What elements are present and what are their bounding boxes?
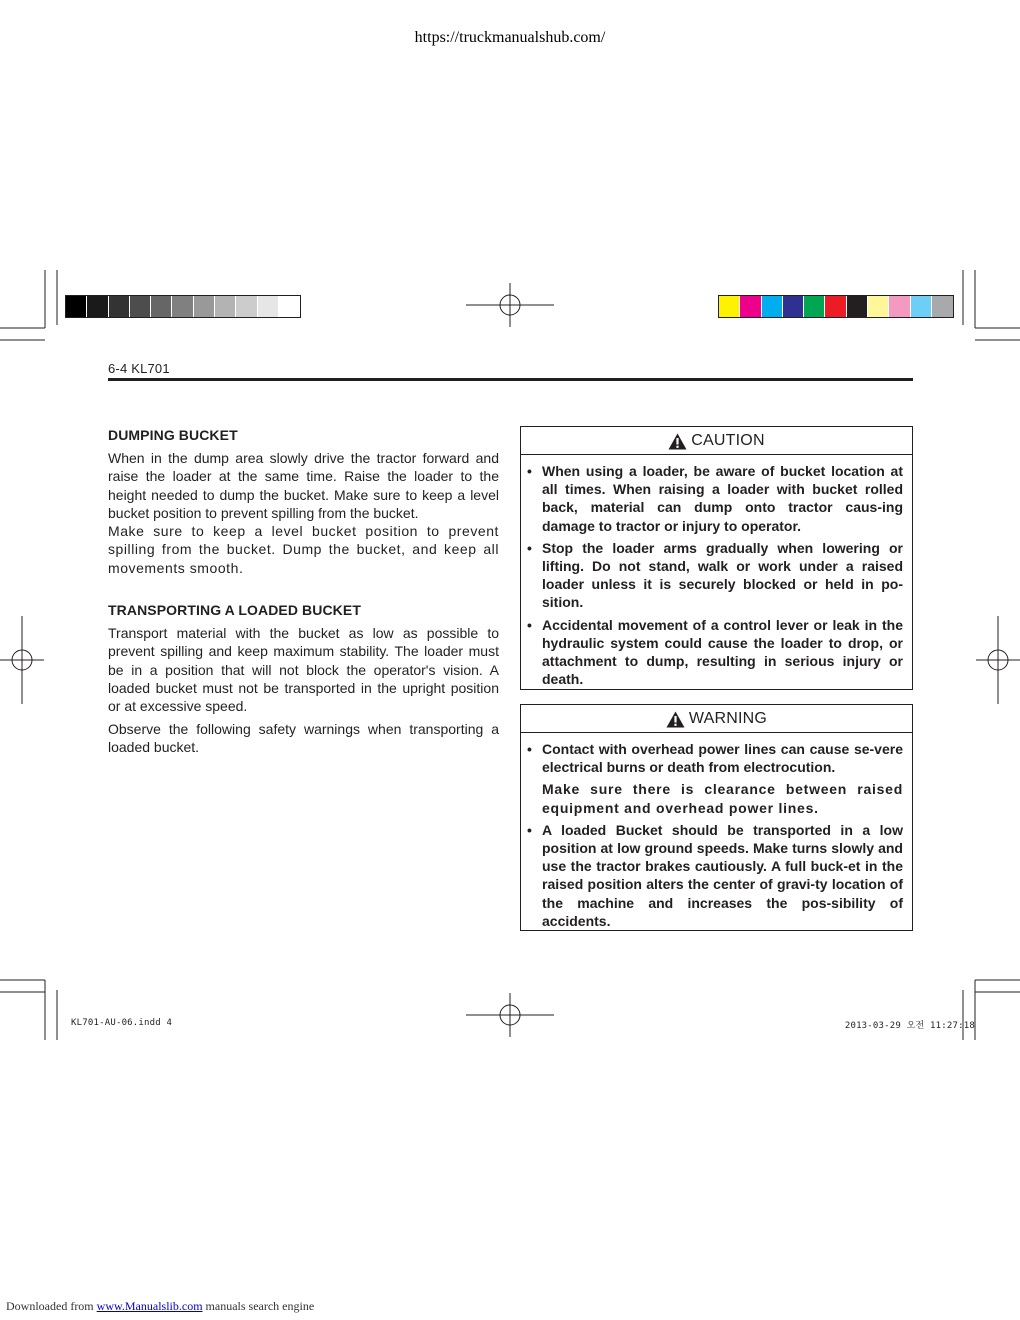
left-column: [108, 426, 499, 760]
caution-header: [521, 427, 912, 455]
caution-item: [527, 539, 903, 612]
color-swatch: [172, 296, 193, 317]
color-swatch: [868, 296, 889, 317]
warning-title: WARNING: [688, 709, 768, 727]
color-swatch: [911, 296, 932, 317]
warning-header: [521, 705, 912, 733]
color-swatch: [783, 296, 804, 317]
bullet: •: [527, 821, 532, 838]
color-swatch: [151, 296, 172, 317]
color-swatch: [109, 296, 130, 317]
warning-triangle-icon: [666, 711, 685, 728]
color-swatch: [847, 296, 868, 317]
color-swatch: [932, 296, 953, 317]
dumping-bucket-text-b: Make sure to keep a level bucket position to prevent spilling from the bucket. Dump the bucket, and keep all movements smooth.: [108, 523, 499, 576]
color-swatch: [889, 296, 910, 317]
color-swatch: [825, 296, 846, 317]
color-swatch: [719, 296, 740, 317]
caution-item-text: When using a loader, be aware of bucket location at all times. When raising a loader with bucket rolled back, material can dump onto tractor caus-ing damage to tractor or injury to operator.: [542, 463, 903, 534]
footer-suffix: manuals search engine: [205, 1299, 315, 1313]
warning-item-text: Contact with overhead power lines can cause se-vere electrical burns or death from electrocution.: [542, 741, 903, 776]
manualslib-link[interactable]: www.Manualslib.com: [96, 1299, 203, 1313]
transporting-text: Transport material with the bucket as low as possible to prevent spilling and keep maximum stability. The loader must be in a position that will not block the operator's vision. A loaded bucket must not be transported in the upright position or at excessive speed.: [108, 625, 499, 715]
color-swatch: [258, 296, 279, 317]
caution-item-text: Accidental movement of a control lever or leak in the hydraulic system could cause the loader to drop, or attachment to dump, resulting in serious injury or death.: [542, 616, 903, 688]
warning-triangle-icon: [668, 433, 687, 450]
header-rule: [108, 378, 913, 381]
caution-item: [527, 616, 903, 689]
color-swatch: [740, 296, 761, 317]
warning-item-subtext: Make sure there is clearance between raised equipment and overhead power lines.: [542, 781, 903, 816]
warning-item: [527, 821, 903, 930]
color-swatch: [279, 296, 300, 317]
download-footer: [6, 1299, 314, 1314]
color-swatch: [804, 296, 825, 317]
caution-title: CAUTION: [691, 431, 765, 449]
color-swatch: [87, 296, 108, 317]
section-title-transporting: TRANSPORTING A LOADED BUCKET: [108, 602, 361, 619]
gray-color-bar: [65, 295, 301, 318]
warning-box: [520, 704, 913, 931]
section-title-dumping-bucket: DUMPING BUCKET: [108, 427, 238, 443]
color-swatch: [66, 296, 87, 317]
bullet: •: [527, 741, 532, 757]
running-header: 6-4 KL701: [108, 361, 170, 376]
footer-prefix: Downloaded from: [6, 1299, 94, 1313]
caution-item-text: Stop the loader arms gradually when lowering or lifting. Do not stand, walk or work under a raised loader unless it is securely blocked or held in po-sition.: [542, 539, 903, 611]
caution-box: [520, 426, 913, 690]
transporting-text-2: Observe the following safety warnings when transporting a loaded bucket.: [108, 720, 499, 755]
color-swatch: [194, 296, 215, 317]
bullet: •: [527, 539, 532, 556]
dumping-bucket-text-a: When in the dump area slowly drive the tractor forward and raise the loader at the same time. Raise the loader to the height needed to dump the bucket. Make sure to keep a level bucket position to prevent spilling from the bucket.: [108, 450, 499, 521]
color-swatch: [236, 296, 257, 317]
caution-body: [521, 455, 912, 697]
bullet: •: [527, 463, 532, 479]
caution-item: [527, 462, 903, 535]
slug-timestamp: 2013-03-29 오전 11:27:18: [844, 1021, 975, 1031]
warning-item: [527, 740, 903, 817]
source-url: https://truckmanualshub.com/: [414, 29, 606, 46]
warning-body: [521, 733, 912, 939]
process-color-bar: [718, 295, 954, 318]
color-swatch: [215, 296, 236, 317]
warning-item-text: A loaded Bucket should be transported in a low position at low ground speeds. Make turns slowly and use the tractor brakes cautiously. A full buck-et in the raised position alters the center of gravi-ty location of the machine and increases the pos-sibility of accidents.: [542, 821, 903, 929]
color-swatch: [762, 296, 783, 317]
color-swatch: [130, 296, 151, 317]
slug-filename: KL701-AU-06.indd 4: [71, 1018, 173, 1028]
bullet: •: [527, 616, 532, 633]
